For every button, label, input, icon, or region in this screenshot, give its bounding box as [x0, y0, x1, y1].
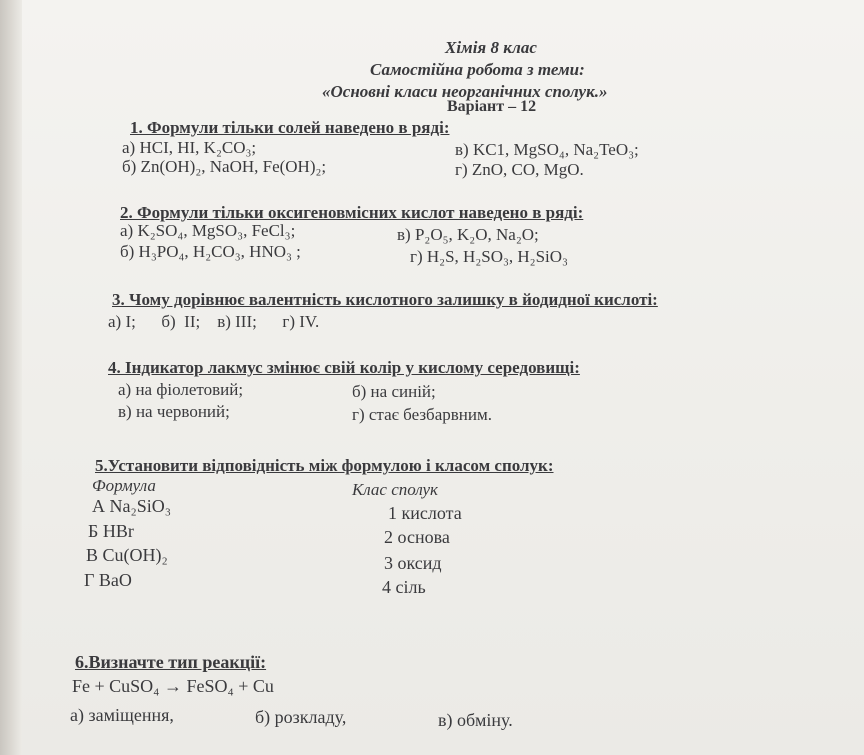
q2-option-a: а) K₂SO₄, MgSO₃, FeCl₃;	[120, 221, 296, 240]
q1-option-b: б) Zn(OH)₂, NaOH, Fe(OH)₂;	[122, 157, 327, 176]
q5-formula-v: В Cu(OH)₂	[86, 545, 168, 565]
q6-option-v: в) обміну.	[438, 710, 513, 730]
q5-formula-g: Г BaO	[84, 570, 132, 590]
q6-equation: Fe + CuSO₄ → FeSO₄ + Cu	[72, 676, 274, 696]
q1-option-v: в) KC1, MgSO₄, Na₂TeO₃;	[455, 140, 639, 159]
q1-option-a: а) HCI, HI, K₂CO₃;	[122, 138, 257, 157]
header-variant: Варіант – 12	[447, 98, 537, 115]
q5-formula-b: Б HBr	[88, 521, 134, 541]
q2-option-v: в) P₂O₅, K₂O, Na₂O;	[397, 225, 539, 244]
q4-option-a: а) на фіолетовий;	[118, 380, 244, 399]
q4-title: 4. Індикатор лакмус змінює свій колір у кислому середовищі:	[108, 358, 580, 377]
q3-options: а) І; б) ІІ; в) ІІІ; г) IV.	[108, 312, 320, 331]
q5-column-formula: Формула	[92, 476, 156, 495]
q2-title: 2. Формули тільки оксигеновмісних кислот наведено в ряді:	[120, 203, 584, 222]
q2-option-g: г) H₂S, H₂SO₃, H₂SiO₃	[410, 247, 568, 266]
q5-formula-a: А Na₂SiO₃	[92, 496, 172, 516]
q4-option-b: б) на синій;	[352, 382, 436, 401]
q5-title: 5.Установити відповідність між формулою і класом сполук:	[95, 456, 554, 475]
q6-option-a: а) заміщення,	[70, 705, 174, 725]
q5-class-4: 4 сіль	[382, 577, 426, 597]
q5-class-3: 3 оксид	[384, 553, 442, 573]
q4-option-v: в) на червоний;	[118, 402, 230, 421]
header-work-type: Самостійна робота з теми:	[370, 60, 585, 79]
q1-title: 1. Формули тільки солей наведено в ряді:	[130, 118, 450, 137]
q5-class-1: 1 кислота	[388, 503, 462, 523]
q2-option-b: б) H₃PO₄, H₂CO₃, HNO₃ ;	[120, 242, 301, 261]
q4-option-g: г) стає безбарвним.	[352, 405, 492, 424]
header-subject: Хімія 8 клас	[445, 38, 537, 57]
q1-option-g: г) ZnO, CO, MgO.	[455, 160, 584, 179]
q3-title: 3. Чому дорівнює валентність кислотного залишку в йодидної кислоті:	[112, 290, 658, 309]
q6-title: 6.Визначте тип реакції:	[75, 652, 267, 672]
q5-column-class: Клас сполук	[352, 480, 439, 499]
paper-edge-shadow	[0, 0, 22, 755]
q6-option-b: б) розкладу,	[255, 707, 347, 727]
header-topic: «Основні класи неорганічних сполук.»	[322, 82, 608, 101]
q5-class-2: 2 основа	[384, 527, 450, 547]
